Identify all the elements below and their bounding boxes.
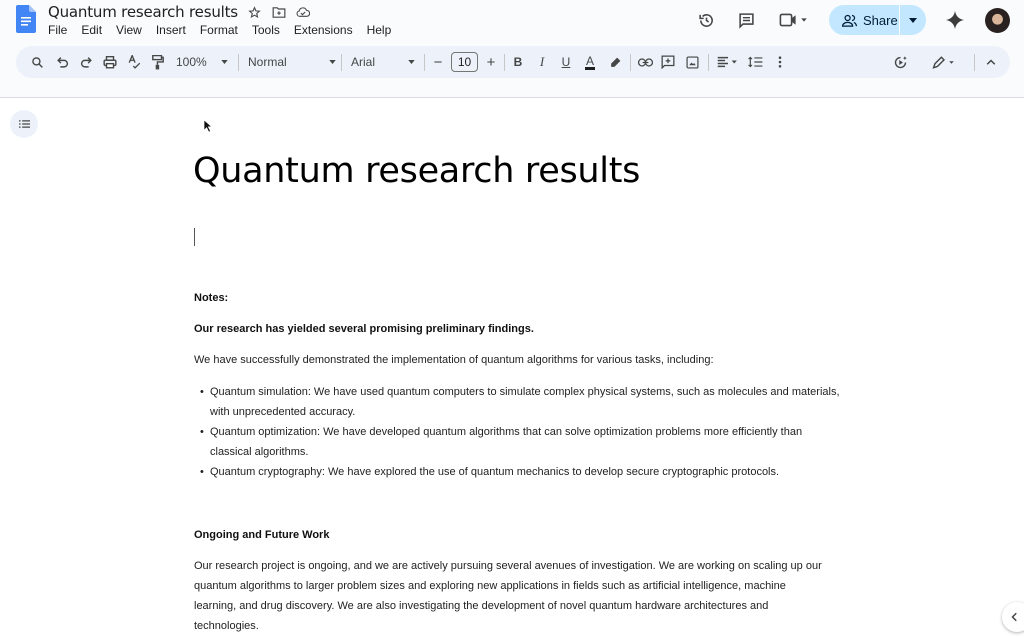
divider bbox=[238, 54, 239, 71]
chevron-down-icon bbox=[408, 60, 415, 64]
menu-view[interactable]: View bbox=[116, 23, 142, 37]
divider bbox=[424, 54, 425, 71]
meet-call-icon[interactable] bbox=[776, 10, 812, 30]
insert-comment-icon[interactable] bbox=[659, 46, 677, 78]
redo-icon[interactable] bbox=[77, 46, 95, 78]
list-item[interactable]: • Quantum cryptography: We have explored the use of quantum mechanics to develop secure cryptographic protocols. bbox=[200, 462, 840, 482]
findings-heading[interactable]: Our research has yielded several promising preliminary findings. bbox=[194, 323, 534, 335]
editing-mode-select[interactable] bbox=[929, 46, 959, 78]
search-menus-icon[interactable] bbox=[28, 46, 46, 78]
menu-help[interactable]: Help bbox=[366, 23, 392, 37]
chevron-down-icon bbox=[329, 60, 336, 64]
spellcheck-icon[interactable] bbox=[125, 46, 143, 78]
hide-menus-button[interactable] bbox=[982, 46, 1000, 78]
divider bbox=[708, 54, 709, 71]
italic-button[interactable]: I bbox=[539, 54, 545, 69]
divider bbox=[630, 54, 631, 71]
list-item[interactable]: • Quantum simulation: We have used quantum computers to simulate complex physical systems, such as molecules and materials, with unprecedented accuracy. bbox=[200, 382, 840, 422]
insert-image-icon[interactable] bbox=[683, 46, 701, 78]
intro-paragraph[interactable]: We have successfully demonstrated the implementation of quantum algorithms for various tasks, including: bbox=[194, 354, 714, 366]
side-panel-toggle[interactable] bbox=[1002, 602, 1024, 632]
user-avatar[interactable] bbox=[985, 8, 1010, 33]
menu-extensions[interactable]: Extensions bbox=[293, 23, 353, 37]
chevron-left-icon bbox=[1011, 612, 1017, 622]
menu-insert[interactable]: Insert bbox=[155, 23, 186, 37]
style-value: Normal bbox=[248, 55, 287, 69]
comments-icon[interactable] bbox=[736, 10, 756, 30]
menu-edit[interactable]: Edit bbox=[81, 23, 103, 37]
list-item[interactable]: • Quantum optimization: We have developed quantum algorithms that can solve optimization problems more efficiently than classical algorithms. bbox=[200, 422, 840, 462]
menu-tools[interactable]: Tools bbox=[251, 23, 280, 37]
mouse-pointer-icon bbox=[203, 119, 212, 133]
document-heading[interactable]: Quantum research results bbox=[193, 151, 641, 191]
divider bbox=[341, 54, 342, 71]
menu-format[interactable]: Format bbox=[199, 23, 238, 37]
gemini-assist-icon[interactable] bbox=[890, 46, 910, 78]
chevron-down-icon bbox=[909, 18, 917, 23]
document-title[interactable]: Quantum research results bbox=[48, 3, 238, 21]
share-dropdown[interactable] bbox=[900, 18, 926, 23]
font-size-input[interactable]: 10 bbox=[451, 52, 478, 72]
star-icon[interactable] bbox=[248, 5, 262, 19]
align-select[interactable] bbox=[714, 46, 742, 78]
future-work-heading[interactable]: Ongoing and Future Work bbox=[194, 529, 330, 541]
align-left-icon bbox=[717, 56, 739, 68]
docs-logo-icon[interactable] bbox=[16, 5, 36, 33]
chevron-down-icon bbox=[221, 60, 228, 64]
share-label: Share bbox=[863, 12, 898, 28]
text-cursor bbox=[194, 228, 195, 246]
print-icon[interactable] bbox=[101, 46, 119, 78]
insert-link-icon[interactable] bbox=[636, 46, 654, 78]
paragraph-style-select[interactable] bbox=[248, 46, 336, 78]
divider bbox=[504, 54, 505, 71]
cloud-saved-icon[interactable] bbox=[296, 5, 310, 19]
menu-file[interactable]: File bbox=[48, 23, 68, 37]
divider bbox=[974, 54, 975, 71]
top-bar bbox=[0, 0, 1024, 44]
highlight-color-icon[interactable] bbox=[606, 46, 624, 78]
underline-button[interactable]: U bbox=[561, 55, 571, 69]
menu-bar bbox=[48, 22, 405, 38]
line-spacing-icon[interactable] bbox=[746, 46, 764, 78]
future-work-paragraph[interactable]: Our research project is ongoing, and we are actively pursuing several avenues of investigation. We are working on scaling up our quantum algorithms to larger problem sizes and exploring new applications in fields such as artificial intelligence, machine learning, and drug discovery. We are also investigating the development of novel quantum hardware architectures and technologies. bbox=[194, 560, 822, 632]
zoom-value: 100% bbox=[176, 55, 207, 69]
decrease-font-size-button[interactable]: − bbox=[433, 53, 443, 71]
formatting-toolbar bbox=[16, 46, 1010, 78]
version-history-icon[interactable] bbox=[696, 10, 716, 30]
chevron-up-icon bbox=[986, 59, 996, 65]
findings-list bbox=[200, 382, 840, 482]
share-button[interactable] bbox=[829, 5, 926, 35]
text-color-button[interactable] bbox=[582, 46, 598, 78]
outline-list-icon bbox=[19, 120, 30, 128]
notes-heading[interactable]: Notes: bbox=[194, 292, 229, 304]
increase-font-size-button[interactable]: + bbox=[486, 53, 496, 71]
move-folder-icon[interactable] bbox=[272, 5, 286, 19]
more-options-icon[interactable] bbox=[771, 46, 789, 78]
document-outline-button[interactable] bbox=[10, 110, 38, 138]
pencil-icon bbox=[932, 56, 956, 69]
paint-format-icon[interactable] bbox=[149, 46, 167, 78]
zoom-select[interactable] bbox=[176, 46, 236, 78]
text-color-label: A bbox=[585, 53, 594, 68]
bold-button[interactable]: B bbox=[513, 55, 523, 69]
gemini-icon[interactable] bbox=[944, 9, 966, 31]
undo-icon[interactable] bbox=[53, 46, 71, 78]
people-icon bbox=[842, 14, 857, 27]
font-value: Arial bbox=[351, 55, 376, 69]
font-select[interactable] bbox=[351, 46, 415, 78]
